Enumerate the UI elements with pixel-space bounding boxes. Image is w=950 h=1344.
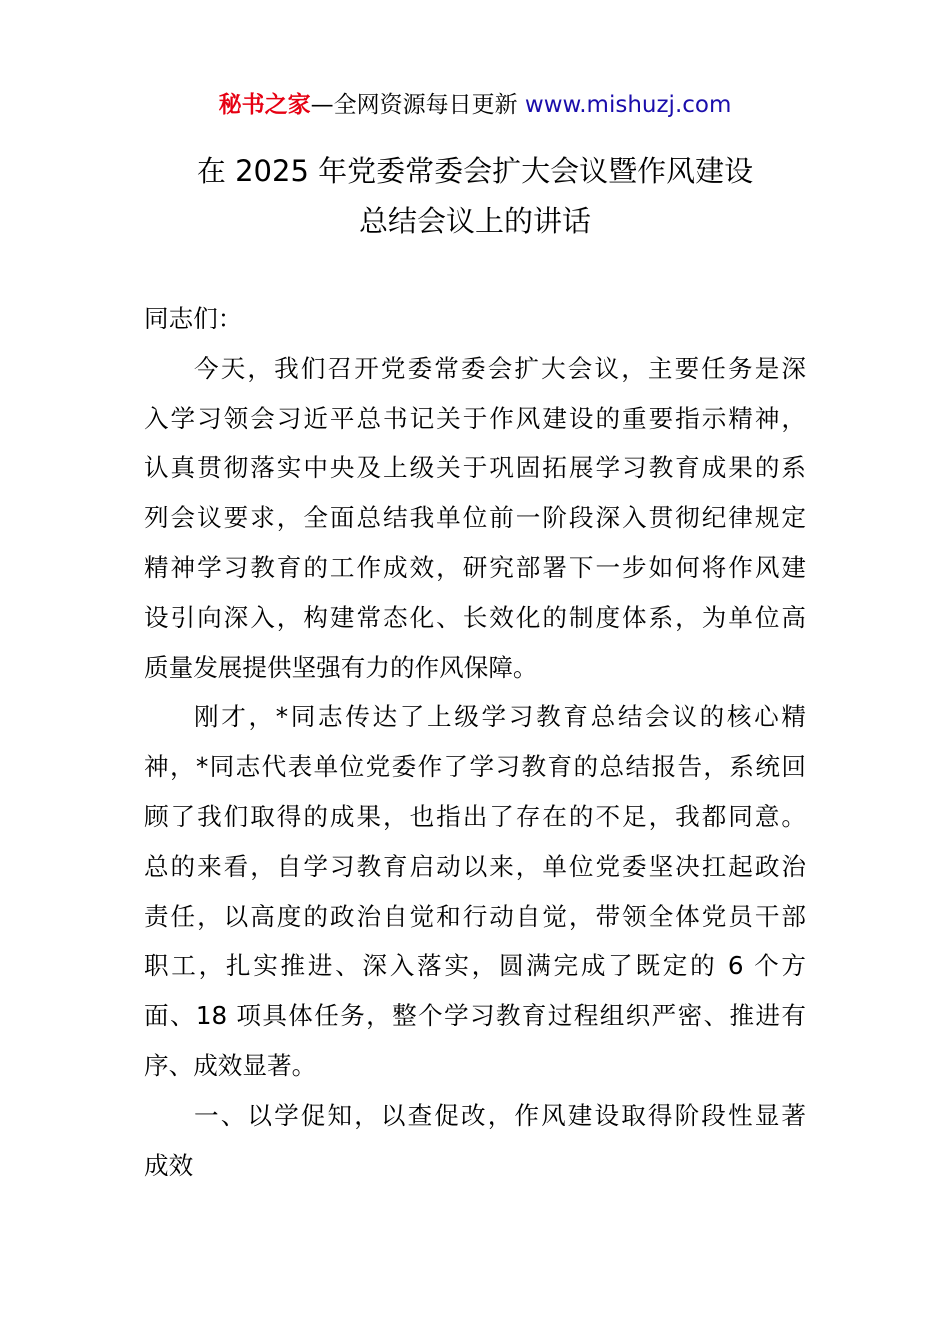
body-line-4: 列会议要求，全面总结我单位前一阶段深入贯彻纪律规定	[144, 503, 806, 533]
salutation: 同志们：	[144, 304, 243, 333]
document-body	[144, 294, 806, 1190]
title-line-2: 总结会议上的讲话	[358, 204, 591, 238]
body-line-12: 责任，以高度的政治自觉和行动自觉，带领全体党员干部	[144, 901, 806, 931]
body-line-3: 认真贯彻落实中央及上级关于巩固拓展学习教育成果的系	[144, 453, 806, 483]
body-line-9: 神，*同志代表单位党委作了学习教育的总结报告，系统回	[144, 752, 806, 782]
body-line-14: 面、18 项具体任务，整个学习教育过程组织严密、推进有	[144, 1001, 806, 1031]
body-line-6: 设引向深入，构建常态化、长效化的制度体系，为单位高	[144, 602, 806, 632]
title-line-1: 在 2025 年党委常委会扩大会议暨作风建设	[196, 154, 754, 188]
body-line-11: 总的来看，自学习教育启动以来，单位党委坚决扛起政治	[144, 851, 806, 881]
site-tagline: —全网资源每日更新	[310, 92, 525, 118]
body-line-5: 精神学习教育的工作成效，研究部署下一步如何将作风建	[144, 552, 806, 582]
body-line-8: 刚才，*同志传达了上级学习教育总结会议的核心精	[194, 702, 806, 732]
section-heading-line-1: 一、以学促知，以查促改，作风建设取得阶段性显著	[194, 1100, 806, 1130]
body-line-7: 质量发展提供坚强有力的作风保障。	[144, 652, 538, 682]
body-line-13: 职工，扎实推进、深入落实，圆满完成了既定的 6 个方	[144, 951, 806, 981]
body-line-1: 今天，我们召开党委常委会扩大会议，主要任务是深	[194, 353, 806, 383]
site-brand: 秘书之家	[218, 92, 311, 118]
body-line-2: 入学习领会习近平总书记关于作风建设的重要指示精神，	[144, 403, 806, 433]
body-line-10: 顾了我们取得的成果，也指出了存在的不足，我都同意。	[144, 801, 806, 831]
body-line-15: 序、成效显著。	[144, 1050, 317, 1080]
site-url-link[interactable]: www.mishuzj.com	[524, 92, 732, 118]
site-header	[0, 88, 950, 122]
document-title	[0, 146, 950, 246]
section-heading-line-2: 成效	[144, 1150, 194, 1180]
